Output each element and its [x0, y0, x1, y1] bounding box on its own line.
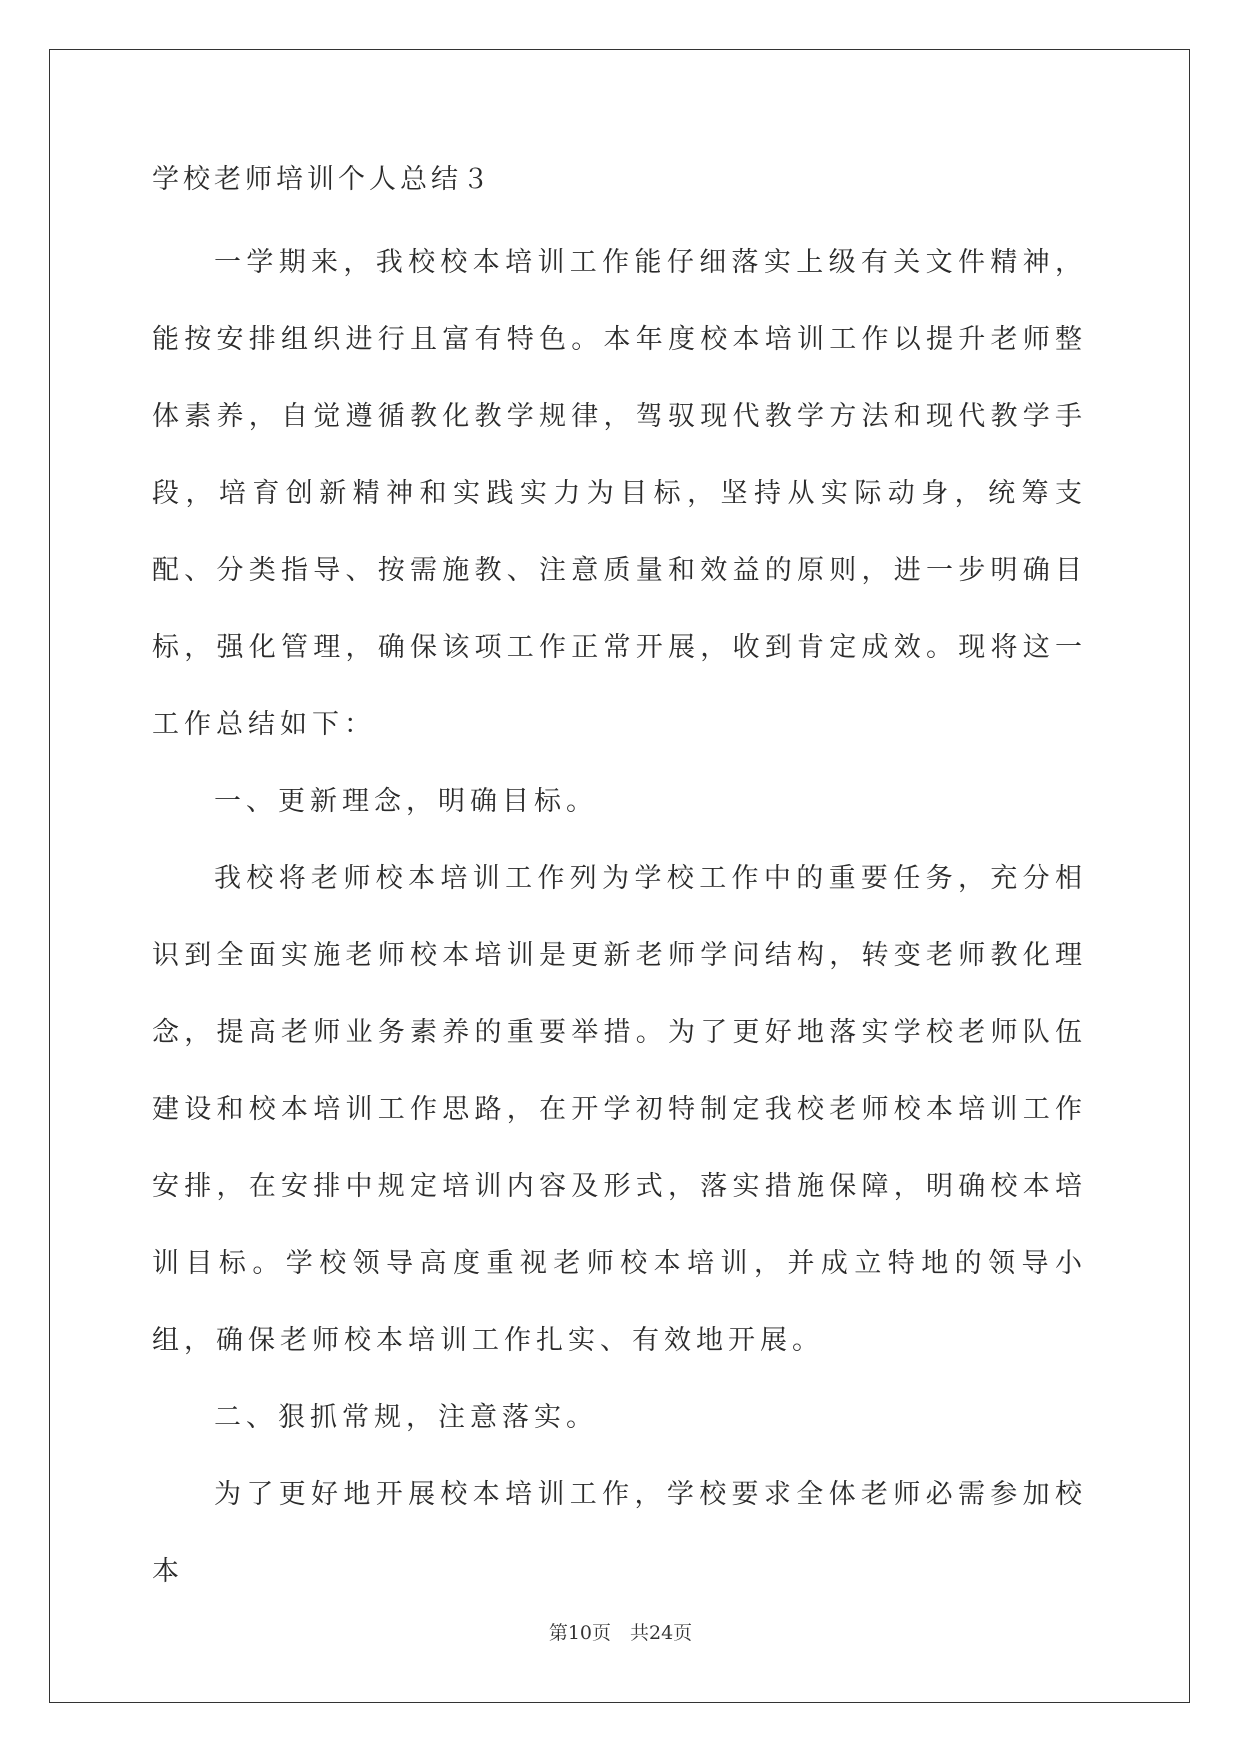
document-title: 学校老师培训个人总结３ — [152, 164, 493, 195]
section-heading-2: 二、狠抓常规，注意落实。 — [214, 1402, 598, 1433]
section-heading-1: 一、更新理念，明确目标。 — [214, 786, 598, 817]
page-number-label: 第10页 共24页 — [548, 1622, 693, 1644]
paragraph-section-1: 我校将老师校本培训工作列为学校工作中的重要任务，充分相识到全面实施老师校本培训是更新老师学问结构，转变老师教化理念，提高老师业务素养的重要举措。为了更好地落实学校老师队伍建设和校本培训工作思路，在开学初特制定我校老师校本培训工作安排，在安排中规定培训内容及形式，落实措施保障，明确校本培训目标。学校领导高度重视老师校本培训，并成立特地的领导小组，确保老师校本培训工作扎实、有效地开展。 — [152, 863, 1087, 1356]
paragraph-intro: 一学期来，我校校本培训工作能仔细落实上级有关文件精神，能按安排组织进行且富有特色。本年度校本培训工作以提升老师整体素养，自觉遵循教化教学规律，驾驭现代教学方法和现代教学手段，培育创新精神和实践实力为目标，坚持从实际动身，统筹支配、分类指导、按需施教、注意质量和效益的原则，进一步明确目标，强化管理，确保该项工作正常开展，收到肯定成效。现将这一工作总结如下： — [152, 247, 1087, 740]
document-body — [152, 160, 1087, 1610]
page-footer — [0, 1618, 1241, 1645]
paragraph-section-2: 为了更好地开展校本培训工作，学校要求全体老师必需参加校本 — [152, 1479, 1087, 1587]
